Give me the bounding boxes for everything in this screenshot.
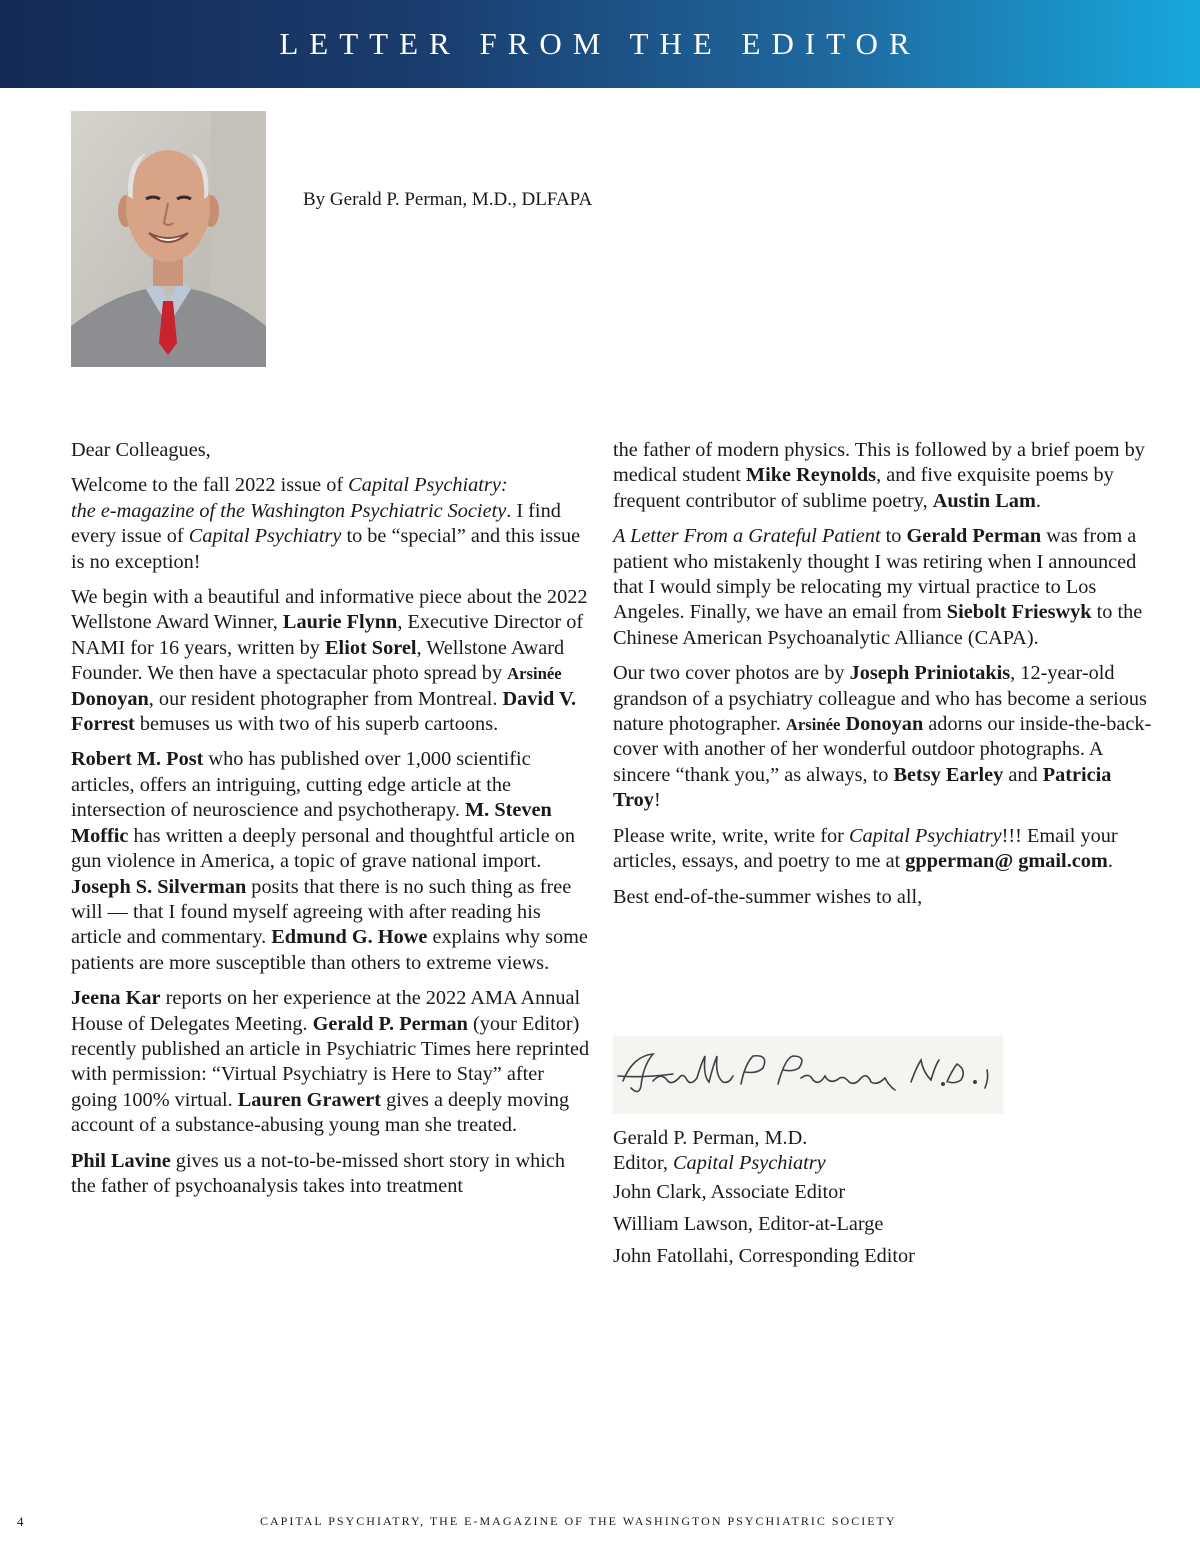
paragraph: Our two cover photos are by Joseph Priniotakis, 12-year-old grandson of a psychiatry colleague and who has become a serious nature photographer. Arsinée Donoyan adorns our inside-the-back-cover with another of her wonderful outdoor photographs. A sincere “thank you,” as always, to Betsy Earley and Patricia Troy! — [613, 662, 1152, 812]
staff-associate-editor: John Clark, Associate Editor — [613, 1181, 846, 1203]
author-byline: By Gerald P. Perman, M.D., DLFAPA — [303, 189, 593, 210]
header-banner — [0, 0, 1200, 88]
paragraph: Robert M. Post who has published over 1,000 scientific articles, offers an intriguing, cutting edge article at the intersection of neuroscience and psychotherapy. M. Steven Moffic has written a deeply personal and thoughtful article on gun violence in America, a topic of grave national import. Joseph S. Silverman posits that there is no such thing as free will — that I found myself agreeing with after reading his article and commentary. Edmund G. Howe explains why some patients are more susceptible than others to extreme views. — [71, 748, 588, 974]
handwritten-signature — [613, 1036, 1003, 1114]
paragraph: Welcome to the fall 2022 issue of Capital Psychiatry: the e-magazine of the Washington Psychiatric Society. I find every issue of Capital Psychiatry to be “special” and this issue is no exception! — [71, 474, 581, 573]
footer-publication-name: CAPITAL PSYCHIATRY, THE E-MAGAZINE OF THE WASHINGTON PSYCHIATRIC SOCIETY — [260, 1514, 897, 1528]
letter-column-right — [613, 438, 1153, 920]
editor-name: Gerald P. Perman, M.D. — [613, 1127, 808, 1149]
paragraph: We begin with a beautiful and informative piece about the 2022 Wellstone Award Winner, Laurie Flynn, Executive Director of NAMI for 16 years, written by Eliot Sorel, Wellstone Award Founder. We then have a spectacular photo spread by Arsinée Donoyan, our resident photographer from Montreal. David V. Forrest bemuses us with two of his superb cartoons. — [71, 586, 588, 736]
staff-corresponding-editor: John Fatollahi, Corresponding Editor — [613, 1245, 915, 1267]
page-number: 4 — [17, 1514, 24, 1529]
paragraph: Please write, write, write for Capital Psychiatry!!! Email your articles, essays, and poetry to me at gpperman@ gmail.com. — [613, 824, 1118, 873]
paragraph: the father of modern physics. This is followed by a brief poem by medical student Mike Reynolds, and five exquisite poems by frequent contributor of sublime poetry, Austin Lam. — [613, 439, 1145, 512]
section-title: LETTER FROM THE EDITOR — [279, 26, 921, 61]
author-photo — [71, 111, 266, 367]
editor-signoff — [613, 1126, 826, 1176]
email-link: gpperman@ gmail.com — [905, 850, 1108, 873]
letter-column-left — [71, 438, 591, 1209]
paragraph: Jeena Kar reports on her experience at the 2022 AMA Annual House of Delegates Meeting. Gerald P. Perman (your Editor) recently published an article in Psychiatric Times here reprinted with permission: “Virtual Psychiatry is Here to Stay” after going 100% virtual. Lauren Grawert gives a deeply moving account of a substance-abusing young man she treated. — [71, 987, 590, 1137]
paragraph: Phil Lavine gives us a not-to-be-missed short story in which the father of psychoanalysis takes into treatment — [71, 1149, 566, 1197]
salutation: Dear Colleagues, — [71, 439, 211, 461]
staff-editor-at-large: William Lawson, Editor-at-Large — [613, 1213, 884, 1235]
paragraph: A Letter From a Grateful Patient to Gerald Perman was from a patient who mistakenly thought I was retiring when I announced that I would simply be relocating my virtual practice to Los Angeles. Finally, we have an email from Siebolt Frieswyk to the Chinese American Psychoanalytic Alliance (CAPA). — [613, 525, 1143, 649]
editor-title: Editor, Capital Psychiatry — [613, 1152, 826, 1174]
closing: Best end-of-the-summer wishes to all, — [613, 885, 923, 908]
